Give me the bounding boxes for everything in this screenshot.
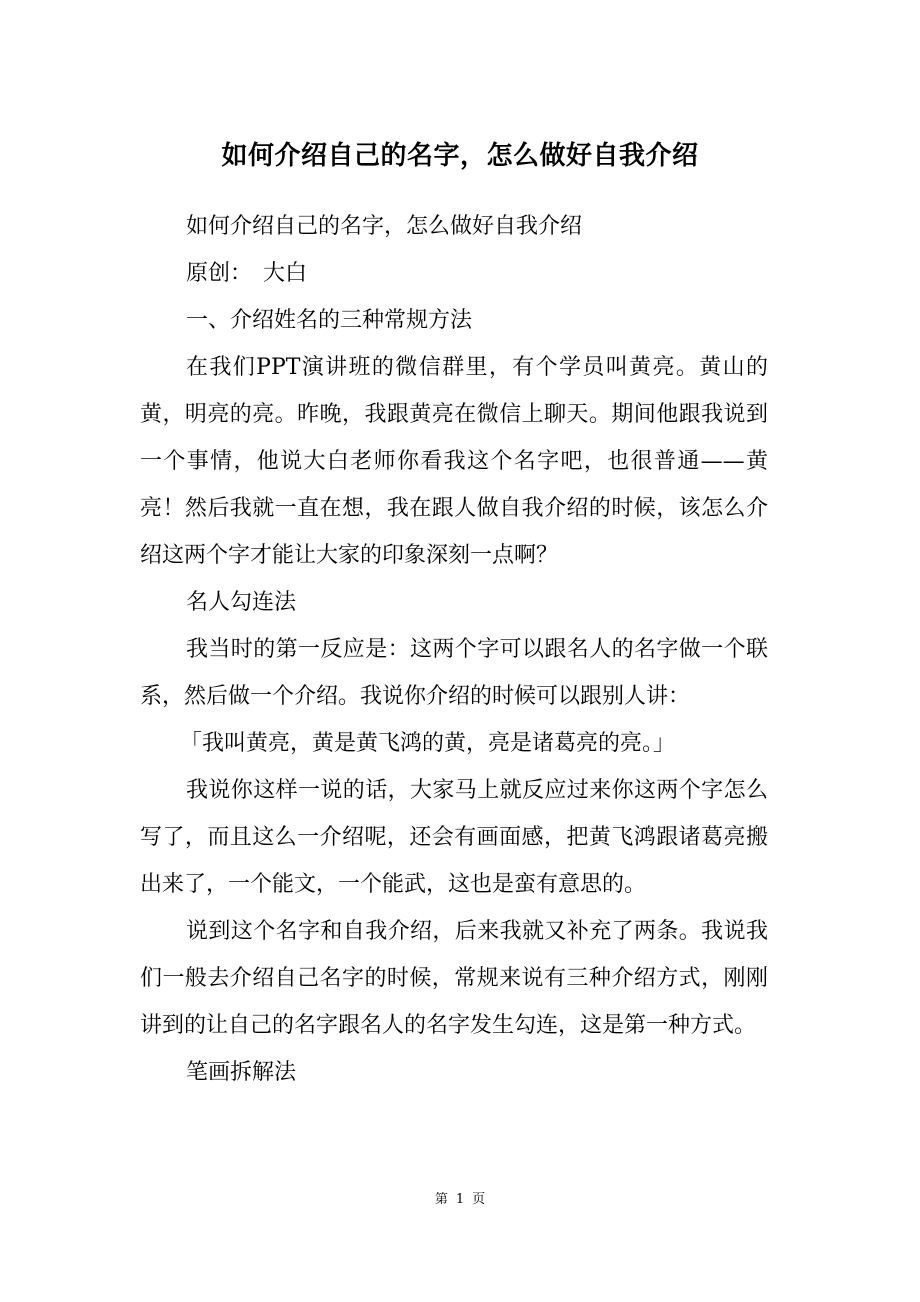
subheading-stroke-method: 笔画拆解法: [186, 1060, 297, 1085]
paragraph-author: 原创： 大白: [186, 261, 308, 286]
subheading-celebrity-method: 名人勾连法: [186, 590, 297, 615]
paragraph-quote: 「我叫黄亮，黄是黄飞鸿的黄，亮是诸葛亮的亮。」: [180, 731, 676, 756]
paragraph-intro: 在我们PPT演讲班的微信群里，有个学员叫黄亮。黄山的黄，明亮的亮。昨晚，我跟黄亮在微信上聊天。期间他跟我说到一个事情，他说大白老师你看我这个名字吧，也很普通——黄亮！然后我就一直在想，我在跟人做自我介绍的时候，该怎么介绍这两个字才能让大家的印象深刻一点啊？: [140, 355, 768, 568]
footer-suffix: 页: [472, 1192, 486, 1207]
page-footer: [0, 1188, 920, 1212]
page-title: 如何介绍自己的名字，怎么做好自我介绍: [221, 141, 699, 171]
footer-prefix: 第: [434, 1192, 448, 1207]
footer-page-number: 1: [455, 1192, 465, 1207]
section-heading: 一、介绍姓名的三种常规方法: [186, 308, 473, 333]
document-body: [140, 203, 768, 1096]
paragraph-explanation: 我说你这样一说的话，大家马上就反应过来你这两个字怎么写了，而且这么一介绍呢，还会有画面感，把黄飞鸿跟诸葛亮搬出来了，一个能文，一个能武，这也是蛮有意思的。: [140, 778, 768, 897]
paragraph-first-reaction: 我当时的第一反应是：这两个字可以跟名人的名字做一个联系，然后做一个介绍。我说你介绍的时候可以跟别人讲：: [140, 637, 768, 709]
paragraph-three-methods: 说到这个名字和自我介绍，后来我就又补充了两条。我说我们一般去介绍自己名字的时候，常规来说有三种介绍方式，刚刚讲到的让自己的名字跟名人的名字发生勾连，这是第一种方式。: [140, 919, 768, 1038]
paragraph-title-repeat: 如何介绍自己的名字，怎么做好自我介绍: [186, 214, 583, 239]
